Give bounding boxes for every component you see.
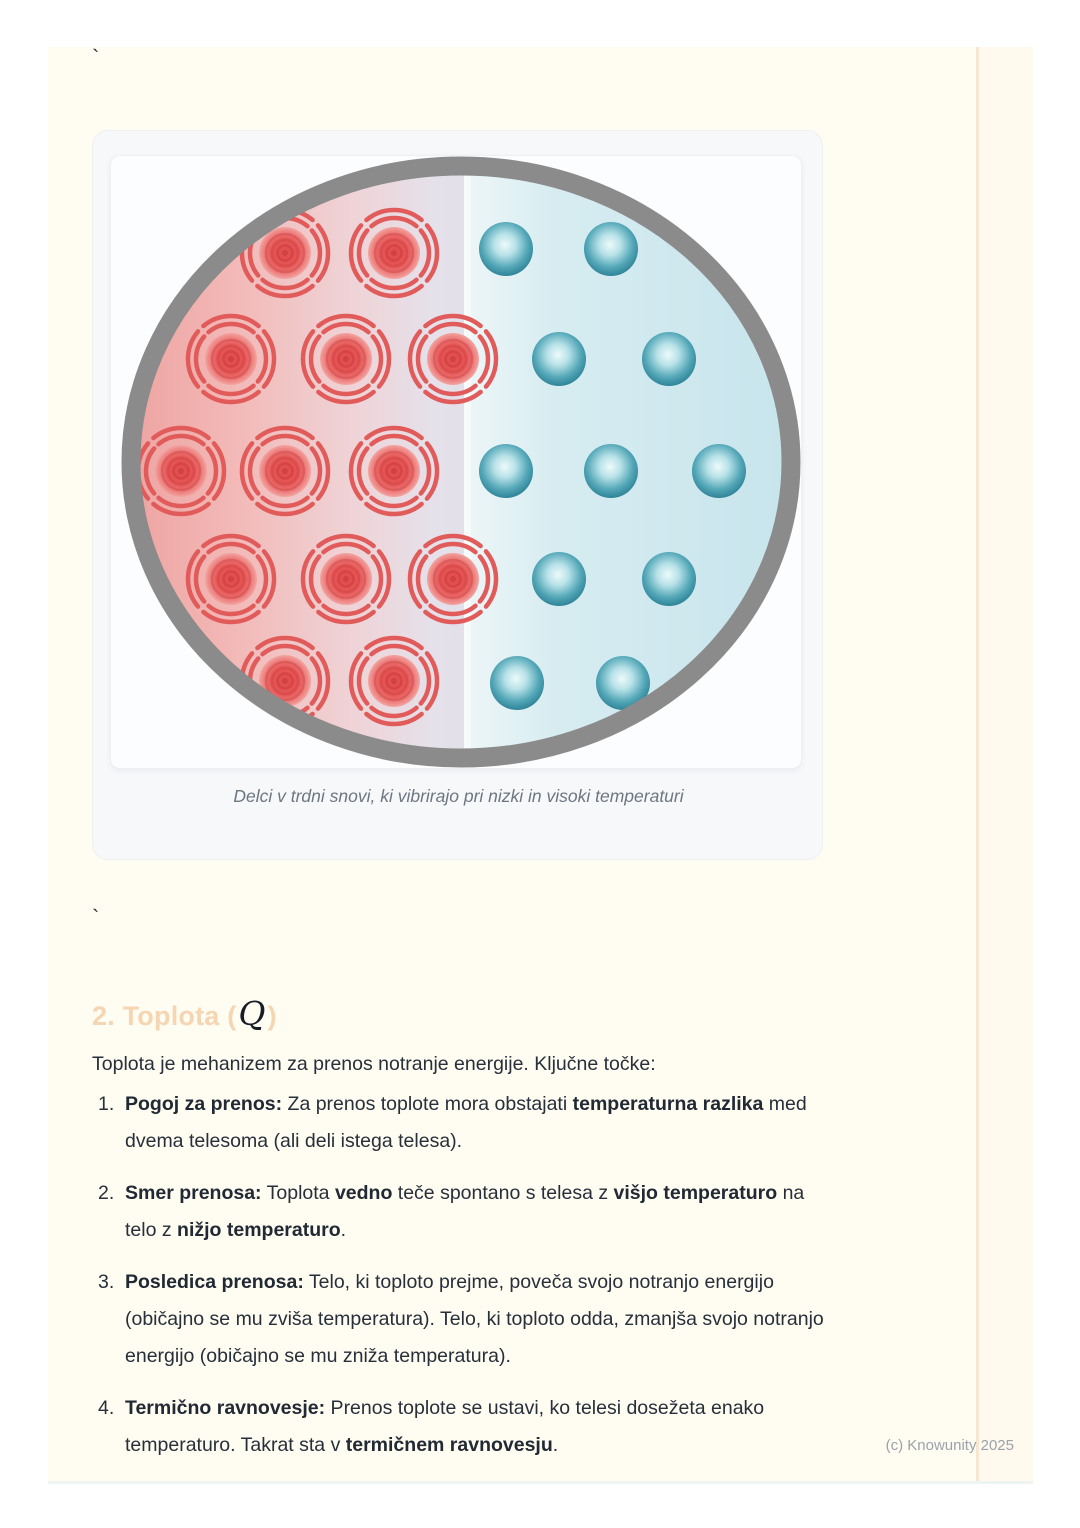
heading-suffix: ) [267,1001,277,1032]
list-item-number: 3. [98,1271,115,1293]
cold-particle [532,332,586,386]
list-item-number: 4. [98,1397,115,1419]
page-margin-line [976,47,979,1481]
stray-backtick-mid: ` [92,905,100,930]
figure-card [92,130,823,860]
cold-particle [642,332,696,386]
cold-particle [479,222,533,276]
figure-caption: Delci v trdni snovi, ki vibrirajo pri nizki in visoki temperaturi [233,786,684,806]
cold-particle [692,444,746,498]
particles-illustration [111,156,801,768]
figure-image-frame [110,155,802,769]
cold-particle [584,444,638,498]
heat-symbol-q: Q [238,994,266,1034]
section-intro: Toplota je mehanizem za prenos notranje energije. Ključne točke: [92,1052,656,1075]
list-item: 3. Posledica prenosa: Telo, ki toploto prejme, poveča svojo notranjo energijo (običajno se mu zviša temperatura). Telo, ki toploto odda, zmanjša svojo notranjo energijo (običajno se mu zniža temperatura). [92,1264,840,1375]
cold-particle [584,222,638,276]
cold-particle [479,444,533,498]
cold-particle [532,552,586,606]
list-item: 1. Pogoj za prenos: Za prenos toplote mora obstajati temperaturna razlika med dvema telesoma (ali deli istega telesa). [92,1086,840,1160]
cold-particle [642,552,696,606]
page-right-strip [979,47,1033,1481]
list-item: 4. Termično ravnovesje: Prenos toplote se ustavi, ko telesi dosežeta enako temperaturo. Takrat sta v termičnem ravnovesju. [92,1390,840,1464]
list-item-number: 1. [98,1093,115,1115]
heading-prefix: 2. Toplota ( [92,1001,237,1032]
copyright-note: (c) Knowunity 2025 [885,1437,1014,1454]
cold-particle [490,656,544,710]
list-item: 2. Smer prenosa: Toplota vedno teče spontano s telesa z višjo temperaturo na telo z nižjo temperaturo. [92,1175,840,1249]
section-heading [92,994,277,1033]
key-points-list [92,1086,840,1479]
list-item-number: 2. [98,1182,115,1204]
stray-backtick-top: ` [92,45,100,70]
